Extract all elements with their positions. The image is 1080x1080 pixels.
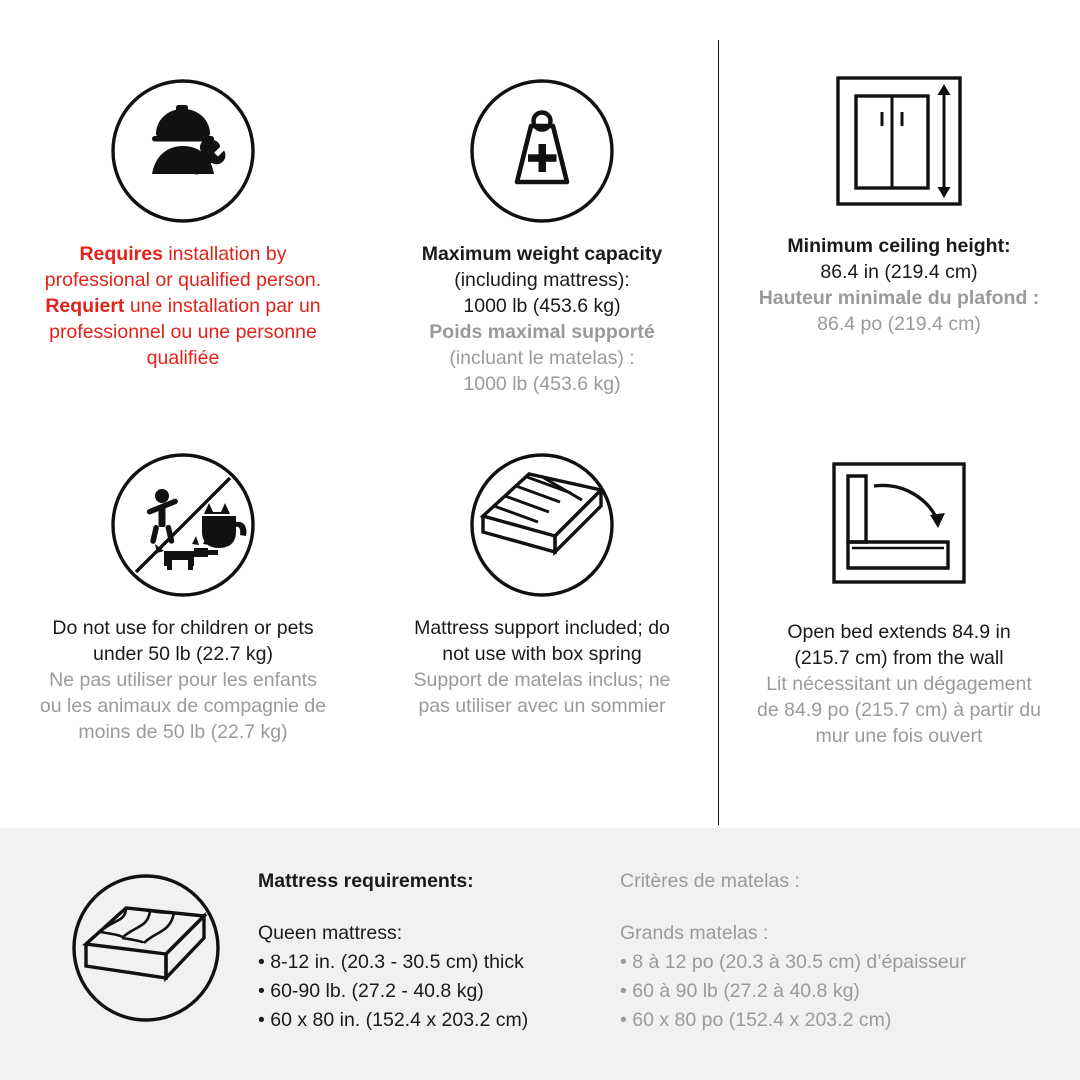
list-item: • 60 x 80 po (152.4 x 203.2 cm) [620, 1008, 892, 1031]
weight-fr-line1: Poids maximal supporté [429, 320, 655, 343]
list-item: Queen mattress: [258, 922, 403, 944]
spec-text-open-bed-clearance [757, 620, 1041, 750]
install-fr-bold: Requiert [45, 294, 125, 317]
ceiling-en-line1: Minimum ceiling height: [787, 235, 1011, 257]
weight-plus-icon [469, 78, 615, 224]
support-en-line1: Mattress support included; do [414, 617, 670, 639]
spec-item-mattress-support [366, 414, 718, 828]
mattress-requirements-fr [620, 870, 1020, 1034]
children-fr-line3: moins de 50 lb (22.7 kg) [78, 720, 288, 743]
install-en-line2: professional or qualified person. [44, 268, 322, 291]
spec-item-open-bed-clearance [718, 414, 1080, 828]
list-item: • 8 à 12 po (20.3 à 30.5 cm) d’épaisseur [620, 950, 967, 973]
spec-item-installation [0, 0, 366, 414]
children-fr-line2: ou les animaux de compagnie de [39, 694, 327, 717]
weight-fr-line3: 1000 lb (453.6 kg) [463, 372, 621, 395]
list-item: • 60 x 80 in. (152.4 x 203.2 cm) [258, 1008, 529, 1031]
mattress-requirements-en [258, 870, 598, 1034]
support-fr-line2: pas utiliser avec un sommier [418, 694, 666, 717]
mattress-requirements-panel [0, 828, 1080, 1080]
spec-text-ceiling-height [759, 234, 1040, 338]
installer-helmet-wrench-icon [110, 78, 256, 224]
clearance-en-line2: (215.7 cm) from the wall [794, 646, 1004, 669]
quilted-mattress-icon [70, 872, 222, 1024]
slat-mattress-support-icon [469, 452, 615, 598]
ceiling-height-arrow-icon [826, 78, 972, 216]
children-fr-line1: Ne pas utiliser pour les enfants [49, 668, 317, 691]
clearance-fr-line2: de 84.9 po (215.7 cm) à partir du [757, 698, 1041, 721]
no-children-or-pets-icon [110, 452, 256, 598]
spec-text-no-children-pets [40, 616, 326, 746]
ceiling-en-line2: 86.4 in (219.4 cm) [820, 260, 978, 283]
mattress-requirements-list-fr [620, 919, 1020, 1034]
spec-item-weight-capacity [366, 0, 718, 414]
weight-fr-line2: (incluant le matelas) : [449, 346, 635, 369]
mattress-requirements-heading-fr: Critères de matelas : [620, 870, 800, 892]
clearance-en-line1: Open bed extends 84.9 in [787, 621, 1011, 643]
weight-en-line3: 1000 lb (453.6 kg) [463, 294, 621, 317]
children-en-line1: Do not use for children or pets [52, 617, 314, 639]
spec-item-no-children-pets [0, 414, 366, 828]
list-item: • 8-12 in. (20.3 - 30.5 cm) thick [258, 950, 524, 973]
list-item: • 60 à 90 lb (27.2 à 40.8 kg) [620, 979, 860, 1002]
support-en-line2: not use with box spring [442, 642, 642, 665]
ceiling-fr-line2: 86.4 po (219.4 cm) [817, 312, 981, 335]
install-en-line1: installation by [162, 243, 287, 265]
list-item: • 60-90 lb. (27.2 - 40.8 kg) [258, 979, 484, 1002]
spec-text-weight-capacity [422, 242, 663, 398]
mattress-requirements-list-en [258, 919, 598, 1034]
children-en-line2: under 50 lb (22.7 kg) [93, 642, 273, 665]
weight-en-line1: Maximum weight capacity [421, 243, 663, 265]
install-en-bold: Requires [79, 243, 163, 265]
murphy-bed-open-clearance-icon [826, 452, 972, 602]
install-fr-line2: professionnel ou une personne [49, 320, 317, 343]
clearance-fr-line3: mur une fois ouvert [815, 724, 983, 747]
clearance-fr-line1: Lit nécessitant un dégagement [766, 672, 1032, 695]
mattress-requirements-heading-en: Mattress requirements: [258, 870, 474, 892]
list-item: Grands matelas : [620, 922, 769, 944]
spec-item-ceiling-height [718, 0, 1080, 414]
spec-text-installation: Requires installation by professional or qualified person. Requiert une installation par un professionnel ou une personne qualifiée [45, 242, 321, 372]
support-fr-line1: Support de matelas inclus; ne [413, 668, 671, 691]
weight-en-line2: (including mattress): [454, 268, 630, 291]
ceiling-fr-line1: Hauteur minimale du plafond : [758, 286, 1040, 309]
install-fr-line3: qualifiée [146, 346, 220, 369]
spec-text-mattress-support [414, 616, 671, 720]
